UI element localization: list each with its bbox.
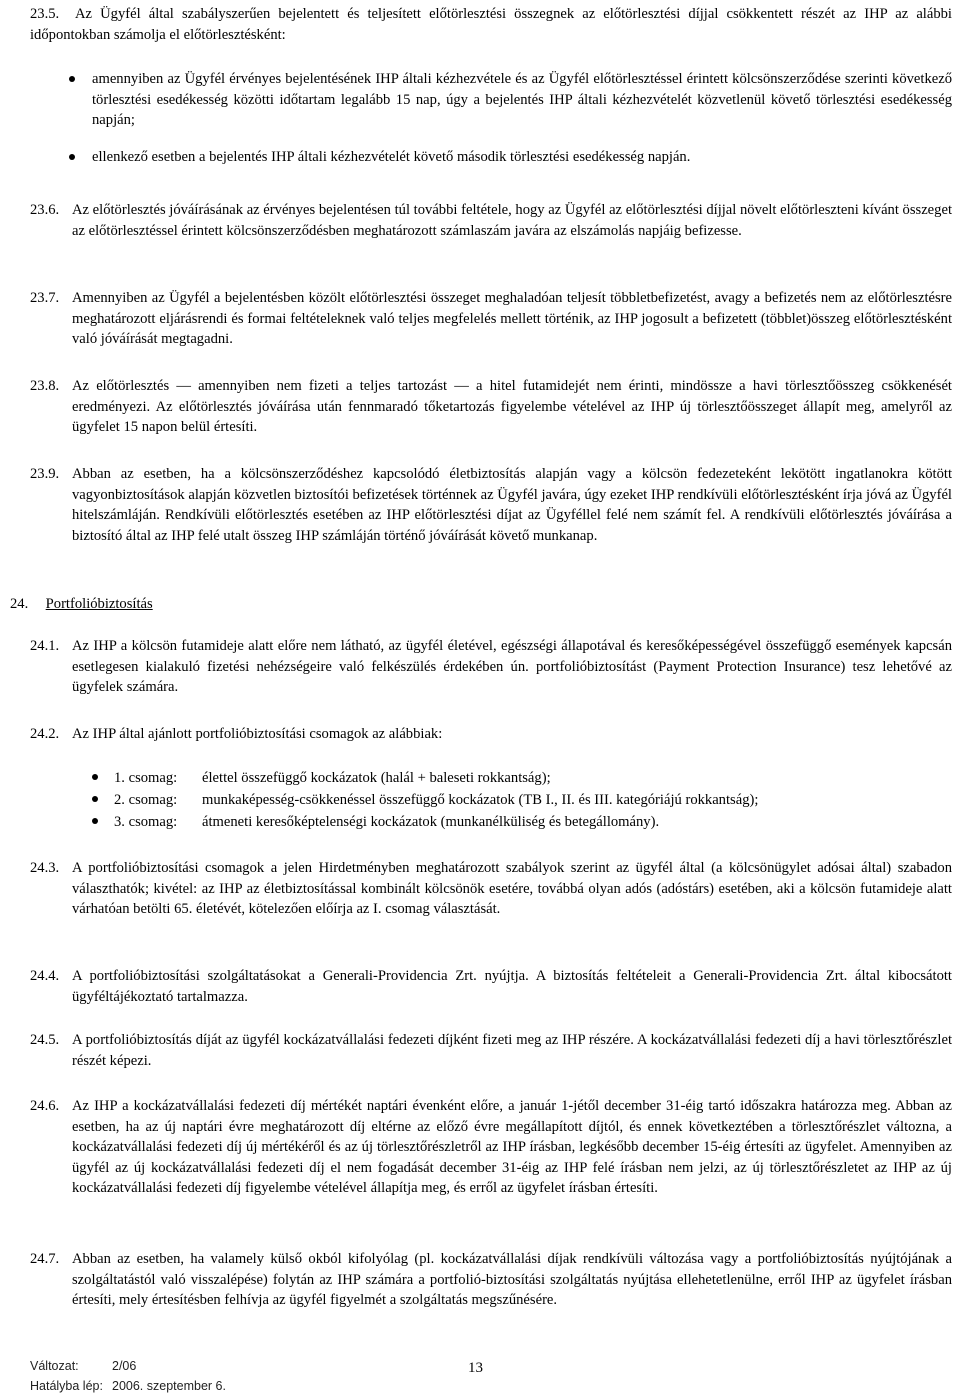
- paragraph-24-6: [30, 1096, 952, 1199]
- paragraph-number: 24.3.: [30, 860, 60, 876]
- bullet-list-23-5: [92, 69, 952, 183]
- footer-effective-row: [30, 1376, 226, 1396]
- package-label: 1. csomag:: [114, 770, 178, 786]
- paragraph-23-6: [30, 200, 952, 241]
- package-text: munkaképesség-csökkenéssel összefüggő kockázatok (TB I., II. és III. kategóriájú rokkantság);: [202, 792, 759, 808]
- effective-value: 2006. szeptember 6.: [112, 1379, 226, 1393]
- paragraph-23-9: [30, 464, 952, 546]
- paragraph-text: Az előtörlesztés — amennyiben nem fizeti a teljes tartozást — a hitel futamidejét nem érinti, mindössze a havi törlesztőösszeg csökkenését eredményezi. Az előtörlesztés jóváírása után fennmaradó tőketartozás figyelembe vételével az IHP új törlesztőösszeget állapít meg, amelyről az ügyfelet 15 napon belül értesíti.: [72, 378, 952, 435]
- paragraph-24-1: [30, 636, 952, 698]
- paragraph-text: Abban az esetben, ha a kölcsönszerződéshez kapcsolódó életbiztosítás alapján vagy a kölcsön fedezeteként lekötött ingatlanokra kötött vagyonbiztosítások alapján közvetlen biztosítói befizetések történnek az Ügyfél javára, úgy ezeket IHP rendkívüli előtörlesztésként írja jóvá az Ügyfél hitelszámláján. Rendkívüli előtörlesztés esetében az IHP előtörlesztési díjat az Ügyféllel felé nem számít fel. A rendkívüli előtörlesztés jóváírása a biztosító által az IHP felé utalt összeg IHP számláján történő jóváírását követő munkanap.: [72, 466, 952, 544]
- list-item: [92, 811, 952, 833]
- paragraph-number: 23.9.: [30, 466, 60, 482]
- paragraph-text: A portfolióbiztosítás díját az ügyfél kockázatvállalási fedezeti díjként fizeti meg az IHP részére. A kockázatvállalási fedezeti díj a havi törlesztőrészlet részét képezi.: [72, 1032, 952, 1069]
- paragraph-24-3: [30, 858, 952, 920]
- list-item: [92, 789, 952, 811]
- paragraph-text: Abban az esetben, ha valamely külső okból kifolyólag (pl. kockázatvállalási díjak rendkívüli változása vagy a portfolióbiztosítás nyújtójának a szolgáltatástól való visszalépése) folytán az IHP számára a portfolió-biztosítási szolgáltatás nyújtása ellehetetlenülne, erről IHP az ügyfelet írásban értesíti, mely értesítésben felhívja az ügyfél figyelmét a szolgáltatás megszűnésére.: [72, 1251, 952, 1308]
- section-title: Portfolióbiztosítás: [45, 596, 153, 612]
- paragraph-text: Az IHP által ajánlott portfolióbiztosítási csomagok az alábbiak:: [72, 726, 443, 742]
- paragraph-24-7: [30, 1249, 952, 1311]
- paragraph-23-7: [30, 288, 952, 350]
- paragraph-24-5: [30, 1030, 952, 1071]
- paragraph-23-5: [30, 4, 952, 45]
- paragraph-number: 24.1.: [30, 638, 60, 654]
- paragraph-text: Az Ügyfél által szabályszerűen bejelentett és teljesített előtörlesztési összegnek az előtörlesztési díjjal csökkentett részét az IHP az alábbi időpontokban számolja el előtörlesztésként:: [30, 6, 952, 43]
- paragraph-number: 24.7.: [30, 1251, 60, 1267]
- paragraph-text: Az előtörlesztés jóváírásának az érvényes bejelentésen túl további feltétele, hogy az Ügyfél az előtörlesztési díjjal növelt előtörleszteni kívánt összeget az előtörlesztéssel érintett kölcsönszerződésben meghatározott számlaszám javára az elszámolás napjáig befizesse.: [72, 202, 952, 239]
- paragraph-text: A portfolióbiztosítási csomagok a jelen Hirdetményben meghatározott szabályok szerint az ügyfél által (a kölcsönügylet adósai által) szabadon választhatók; kivétel: az IHP az életbiztosítással kombinált kölcsönök esetére, továbbá olyan adós (adóstárs) esetében, aki a kölcsön futamideje alatt várhatóan betölti 65. életévét, kötelezően előírja az I. csomag választását.: [72, 860, 952, 917]
- paragraph-text: Az IHP a kölcsön futamideje alatt előre nem látható, az ügyfél életével, egészségi állapotával és keresőképességével összefüggő események kapcsán esetlegesen kialakuló fizetési nehézségeire való felkészülés érdekében ún. portfolióbiztosítást (Payment Protection Insurance) tesz lehetővé az ügyfelek számára.: [72, 638, 952, 695]
- paragraph-text: Amennyiben az Ügyfél a bejelentésben közölt előtörlesztési összeget meghaladóan teljesít többletbefizetést, avagy a befizetés nem az előtörlesztésre meghatározott eljárásrendi és formai feltételeknek való teljes megfelelés mellett történik, az IHP jogosult a befizetett (többlet)összeg előtörlesztésként való jóváírását megtagadni.: [72, 290, 952, 347]
- package-list-24-2: [92, 767, 952, 833]
- paragraph-text: Az IHP a kockázatvállalási fedezeti díj mértékét naptári évenként előre, a január 1-jétől december 31-éig tartó időszakra határozza meg. Abban az esetben, ha az új naptári évre meghatározott díj eltérne az előző évre megállapított díjtól, és ennek következtében a törlesztőrészlet változna, a kockázatvállalási fedezeti díj új mértékéről és az új törlesztőrészletről az IHP írásban, legkésőbb december 15-éig értesíti az ügyfelet. Amennyiben az ügyfél az új kockázatvállalási fedezeti díj el nem fogadását december 31-éig az IHP felé írásban nem jelzi, az új törlesztőrészletet az IHP az új kockázatvállalási fedezeti díj figyelembe vételével állapítja meg, és erről az ügyfelet írásban értesíti.: [72, 1098, 952, 1196]
- paragraph-number: 23.7.: [30, 290, 60, 306]
- paragraph-number: 24.5.: [30, 1032, 60, 1048]
- package-label: 3. csomag:: [114, 814, 178, 830]
- paragraph-24-4: [30, 966, 952, 1007]
- package-label: 2. csomag:: [114, 792, 178, 808]
- version-value: 2/06: [112, 1359, 137, 1373]
- list-item: [92, 767, 952, 789]
- version-label: Változat:: [30, 1359, 79, 1373]
- paragraph-23-8: [30, 376, 952, 438]
- paragraph-number: 23.8.: [30, 378, 60, 394]
- paragraph-number: 24.6.: [30, 1098, 60, 1114]
- list-item: amennyiben az Ügyfél érvényes bejelentésének IHP általi kézhezvétele és az Ügyfél előtörlesztéssel érintett kölcsönszerződése szerinti következő törlesztési esedékesség közötti időtartam legalább 15 nap, úgy a bejelentés IHP általi kézhezvételét közvetlenül követő törlesztési esedékesség napján;: [92, 69, 952, 131]
- footer-version-row: [30, 1356, 226, 1376]
- page-footer: [30, 1356, 226, 1396]
- section-number: 24.: [10, 596, 29, 612]
- paragraph-number: 23.6.: [30, 202, 60, 218]
- list-item: ellenkező esetben a bejelentés IHP általi kézhezvételét követő második törlesztési esedékesség napján.: [92, 147, 952, 168]
- paragraph-number: 24.4.: [30, 968, 60, 984]
- effective-label: Hatályba lép:: [30, 1379, 103, 1393]
- package-text: élettel összefüggő kockázatok (halál + baleseti rokkantság);: [202, 770, 551, 786]
- package-text: átmeneti keresőképtelenségi kockázatok (munkanélküliség és betegállomány).: [202, 814, 660, 830]
- paragraph-text: A portfolióbiztosítási szolgáltatásokat a Generali-Providencia Zrt. nyújtja. A biztosítás feltételeit a Generali-Providencia Zrt. által kibocsátott ügyféltájékoztató tartalmazza.: [72, 968, 952, 1005]
- paragraph-24-2: [30, 724, 952, 745]
- paragraph-number: 24.2.: [30, 726, 60, 742]
- section-heading-24: [10, 594, 153, 614]
- paragraph-number: 23.5.: [30, 6, 60, 22]
- page-number: 13: [468, 1360, 483, 1376]
